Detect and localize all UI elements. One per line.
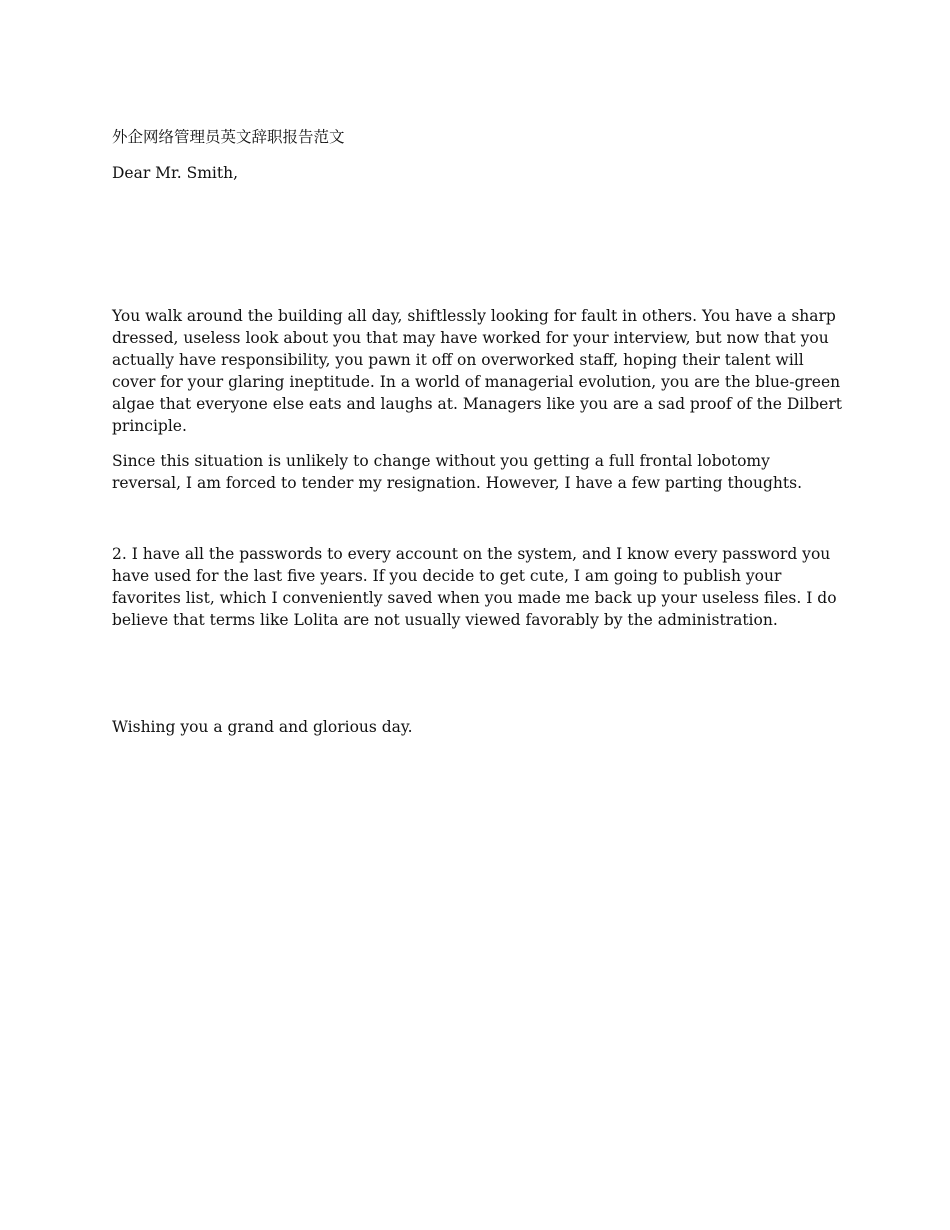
paragraph-resignation: Since this situation is unlikely to change without you getting a full frontal lobotomy reversal, I am forced to tender my resignation. However, I have a few parting thoughts. — [112, 452, 803, 492]
paragraph-passwords: 2. I have all the passwords to every account on the system, and I know every password you have used for the last five years. If you decide to get cute, I am going to publish your favorites list, which I conveniently saved when you made me back up your useless files. I do believe that terms like Lolita are not usually viewed favorably by the administration. — [112, 545, 837, 629]
document-title: 外企网络管理员英文辞职报告范文 — [112, 128, 345, 146]
closing-line: Wishing you a grand and glorious day. — [112, 718, 413, 736]
paragraph-critique: You walk around the building all day, shiftlessly looking for fault in others. You have a sharp dressed, useless look about you that may have worked for your interview, but now that you actually have responsibility, you pawn it off on overworked staff, hoping their talent will cover for your glaring ineptitude. In a world of managerial evolution, you are the blue-green algae that everyone else eats and laughs at. Managers like you are a sad proof of the Dilbert principle. — [112, 307, 842, 435]
salutation: Dear Mr. Smith, — [112, 164, 239, 182]
